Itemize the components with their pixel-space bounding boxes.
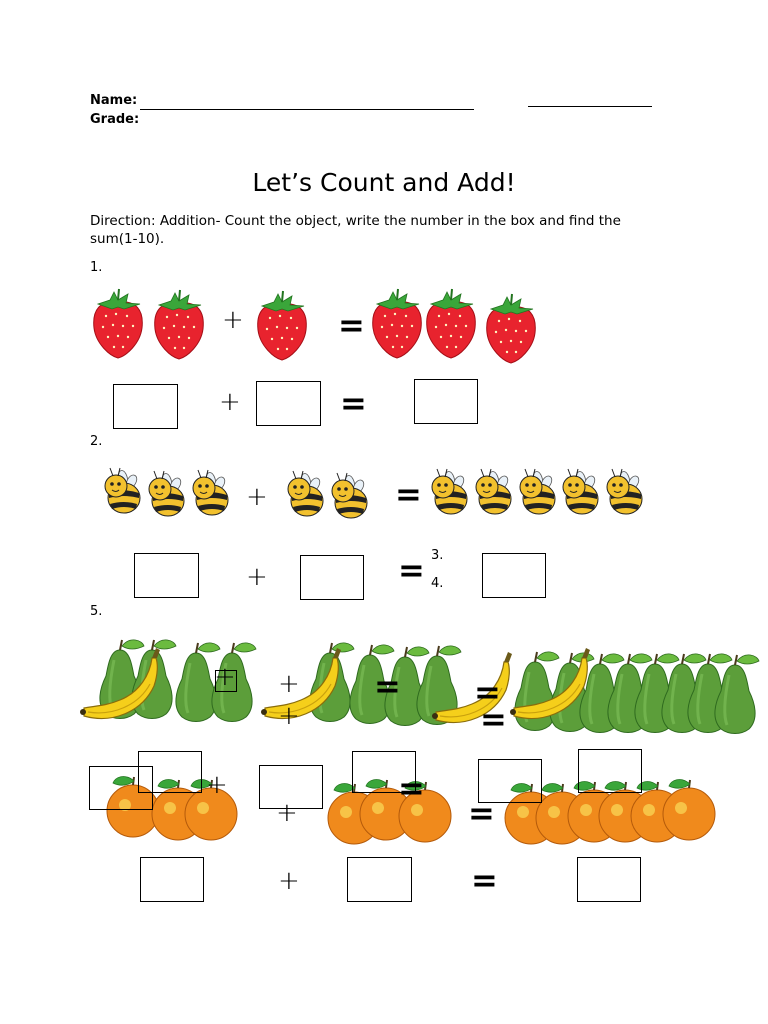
equals-sign: =: [471, 861, 498, 899]
grade-label: Grade:: [90, 112, 140, 127]
equals-sign: =: [374, 667, 401, 705]
plus-sign: +: [214, 662, 236, 692]
answer-box[interactable]: [347, 857, 412, 902]
strawberry-icon: [487, 294, 536, 363]
plus-sign: +: [246, 482, 268, 512]
problem-number-3: 3.: [431, 548, 444, 563]
answer-box[interactable]: [134, 553, 199, 598]
plus-sign: +: [219, 387, 241, 417]
plus-sign: +: [206, 770, 228, 800]
plus-sign: +: [278, 866, 300, 896]
equals-sign: =: [398, 551, 425, 589]
bee-icon: [520, 469, 555, 514]
strawberry-icon: [94, 289, 143, 358]
equals-sign: =: [395, 475, 422, 513]
strawberry-icon: [427, 289, 476, 358]
strawberry-icon: [258, 291, 307, 360]
equals-sign: =: [474, 673, 501, 711]
answer-box[interactable]: [578, 749, 642, 793]
equals-sign: =: [480, 700, 507, 738]
equals-sign: =: [338, 306, 365, 344]
answer-box[interactable]: [414, 379, 478, 424]
answer-box[interactable]: [577, 857, 641, 902]
bee-icon: [149, 471, 184, 516]
bee-icon: [432, 469, 467, 514]
bee-icon: [476, 469, 511, 514]
plus-sign: +: [276, 798, 298, 828]
equals-sign: =: [398, 769, 425, 807]
problem-number-1: 1.: [90, 260, 103, 275]
problem-number-5: 5.: [90, 604, 103, 619]
strawberry-icon: [155, 290, 204, 359]
plus-sign: +: [278, 701, 300, 731]
answer-box[interactable]: [113, 384, 178, 429]
answer-box[interactable]: [300, 555, 364, 600]
answer-box[interactable]: [256, 381, 321, 426]
answer-box[interactable]: [89, 766, 153, 810]
bee-icon: [288, 471, 323, 516]
strawberry-icon: [373, 289, 422, 358]
orange-icon: [663, 780, 715, 840]
bee-icon: [193, 470, 228, 515]
problem-number-4: 4.: [431, 576, 444, 591]
bee-icon: [563, 469, 598, 514]
direction-text: Direction: Addition- Count the object, write the number in the box and find the sum(1-10).: [90, 213, 621, 247]
pear-icon: [715, 655, 759, 734]
plus-sign: +: [246, 562, 268, 592]
answer-box[interactable]: [482, 553, 546, 598]
equals-sign: =: [340, 384, 367, 422]
bee-icon: [332, 473, 367, 518]
answer-box[interactable]: [140, 857, 204, 902]
plus-sign: +: [278, 669, 300, 699]
page-title: Let’s Count and Add!: [252, 168, 516, 197]
name-label: Name:: [90, 93, 138, 108]
problem-number-2: 2.: [90, 434, 103, 449]
equals-sign: =: [468, 794, 495, 832]
plus-sign: +: [222, 305, 244, 335]
bee-icon: [105, 468, 140, 513]
bee-icon: [607, 469, 642, 514]
